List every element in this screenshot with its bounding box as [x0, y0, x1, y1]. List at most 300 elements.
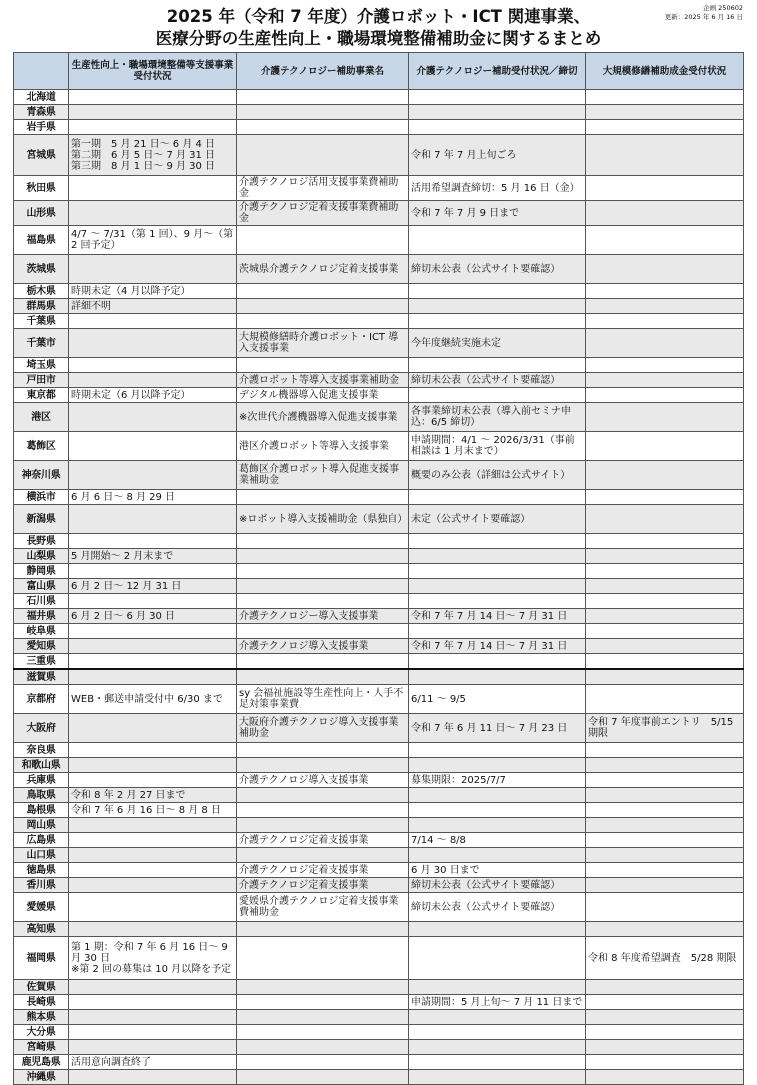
productivity-cell — [69, 654, 237, 670]
productivity-cell: 6 月 2 日〜 6 月 30 日 — [69, 609, 237, 624]
program-name-cell: 茨城県介護テクノロジ定着支援事業 — [237, 255, 409, 284]
renovation-cell — [586, 90, 744, 105]
table-row — [14, 329, 744, 358]
productivity-cell — [69, 403, 237, 432]
pref-cell: 鹿児島県 — [14, 1055, 69, 1070]
program-name-cell — [237, 299, 409, 314]
pref-cell: 愛知県 — [14, 639, 69, 654]
pref-cell: 高知県 — [14, 922, 69, 937]
program-name-cell: 大規模修繕時介護ロボット・ICT 導入支援事業 — [237, 329, 409, 358]
renovation-cell — [586, 669, 744, 685]
deadline-cell — [409, 818, 586, 833]
renovation-cell — [586, 314, 744, 329]
deadline-cell: 令和 7 年 7 月 9 日まで — [409, 201, 586, 226]
program-name-cell — [237, 669, 409, 685]
productivity-cell — [69, 1010, 237, 1025]
productivity-cell — [69, 534, 237, 549]
pref-cell: 宮崎県 — [14, 1040, 69, 1055]
table-row — [14, 714, 744, 743]
program-name-cell — [237, 848, 409, 863]
pref-cell: 熊本県 — [14, 1010, 69, 1025]
productivity-cell — [69, 432, 237, 461]
program-name-cell — [237, 758, 409, 773]
productivity-cell: 4/7 〜 7/31（第 1 回）、9 月〜（第 2 回予定） — [69, 226, 237, 255]
program-name-cell — [237, 284, 409, 299]
table-row — [14, 743, 744, 758]
deadline-cell — [409, 1040, 586, 1055]
table-row — [14, 937, 744, 980]
table-row — [14, 803, 744, 818]
pref-cell: 北海道 — [14, 90, 69, 105]
deadline-cell — [409, 314, 586, 329]
productivity-cell — [69, 461, 237, 490]
pref-cell: 沖縄県 — [14, 1070, 69, 1085]
renovation-cell — [586, 432, 744, 461]
deadline-cell — [409, 564, 586, 579]
program-name-cell — [237, 1025, 409, 1040]
deadline-cell: 申請期間：4/1 〜 2026/3/31（事前相談は 1 月末まで） — [409, 432, 586, 461]
pref-cell: 滋賀県 — [14, 669, 69, 685]
productivity-cell — [69, 201, 237, 226]
table-row — [14, 90, 744, 105]
productivity-cell — [69, 90, 237, 105]
pref-cell: 京都府 — [14, 685, 69, 714]
productivity-cell — [69, 669, 237, 685]
pref-cell: 石川県 — [14, 594, 69, 609]
productivity-cell: 6 月 2 日〜 12 月 31 日 — [69, 579, 237, 594]
renovation-cell — [586, 743, 744, 758]
deadline-cell — [409, 743, 586, 758]
deadline-cell — [409, 788, 586, 803]
program-name-cell — [237, 624, 409, 639]
table-row — [14, 639, 744, 654]
table-row — [14, 226, 744, 255]
table-row — [14, 863, 744, 878]
program-name-cell — [237, 594, 409, 609]
productivity-cell — [69, 120, 237, 135]
table-header-row — [14, 53, 744, 90]
deadline-cell — [409, 758, 586, 773]
pref-cell: 和歌山県 — [14, 758, 69, 773]
deadline-cell — [409, 922, 586, 937]
pref-cell: 長野県 — [14, 534, 69, 549]
program-name-cell — [237, 995, 409, 1010]
renovation-cell — [586, 358, 744, 373]
renovation-cell — [586, 201, 744, 226]
pref-cell: 島根県 — [14, 803, 69, 818]
table-row — [14, 201, 744, 226]
renovation-cell — [586, 105, 744, 120]
program-name-cell — [237, 1010, 409, 1025]
productivity-cell — [69, 1025, 237, 1040]
title-line-2: 医療分野の生産性向上・職場環境整備補助金に関するまとめ — [155, 29, 602, 48]
deadline-cell: 各事業締切未公表（導入前セミナ申込：6/5 締切） — [409, 403, 586, 432]
updated-date: 更新：2025 年 6 月 16 日 — [664, 13, 743, 21]
deadline-cell — [409, 848, 586, 863]
deadline-cell — [409, 284, 586, 299]
pref-cell: 千葉市 — [14, 329, 69, 358]
table-row — [14, 255, 744, 284]
productivity-cell — [69, 893, 237, 922]
table-row — [14, 1055, 744, 1070]
deadline-cell — [409, 534, 586, 549]
productivity-cell — [69, 714, 237, 743]
deadline-cell: 締切未公表（公式サイト要確認） — [409, 878, 586, 893]
subsidy-table — [13, 52, 744, 1085]
renovation-cell — [586, 893, 744, 922]
table-row — [14, 176, 744, 201]
productivity-cell — [69, 358, 237, 373]
deadline-cell: 活用希望調査締切：5 月 16 日（金） — [409, 176, 586, 201]
productivity-cell: 令和 7 年 6 月 16 日〜 8 月 8 日 — [69, 803, 237, 818]
deadline-cell: 令和 7 年 7 月上旬ごろ — [409, 135, 586, 176]
pref-cell: 香川県 — [14, 878, 69, 893]
renovation-cell — [586, 564, 744, 579]
table-row — [14, 284, 744, 299]
pref-cell: 広島県 — [14, 833, 69, 848]
program-name-cell — [237, 105, 409, 120]
table-row — [14, 564, 744, 579]
deadline-cell — [409, 1055, 586, 1070]
pref-cell: 岡山県 — [14, 818, 69, 833]
pref-cell: 葛飾区 — [14, 432, 69, 461]
renovation-cell — [586, 848, 744, 863]
productivity-cell — [69, 758, 237, 773]
productivity-cell — [69, 863, 237, 878]
renovation-cell — [586, 534, 744, 549]
program-name-cell: 介護テクノロジ定着支援事業費補助金 — [237, 201, 409, 226]
pref-cell: 奈良県 — [14, 743, 69, 758]
program-name-cell: 介護ロボット等導入支援事業補助金 — [237, 373, 409, 388]
program-name-cell — [237, 1070, 409, 1085]
productivity-cell — [69, 1070, 237, 1085]
program-name-cell — [237, 980, 409, 995]
pref-cell: 静岡県 — [14, 564, 69, 579]
productivity-cell: WEB・郵送申請受付中 6/30 まで — [69, 685, 237, 714]
deadline-cell: 7/14 〜 8/8 — [409, 833, 586, 848]
productivity-cell: 令和 8 年 2 月 27 日まで — [69, 788, 237, 803]
renovation-cell — [586, 818, 744, 833]
renovation-cell — [586, 594, 744, 609]
productivity-cell — [69, 373, 237, 388]
program-name-cell: ※ロボット導入支援補助金（県独自） — [237, 505, 409, 534]
deadline-cell: 締切未公表（公式サイト要確認） — [409, 373, 586, 388]
deadline-cell — [409, 980, 586, 995]
productivity-cell — [69, 624, 237, 639]
table-row — [14, 505, 744, 534]
program-name-cell — [237, 654, 409, 670]
table-row — [14, 534, 744, 549]
program-name-cell — [237, 226, 409, 255]
table-row — [14, 432, 744, 461]
productivity-cell — [69, 995, 237, 1010]
renovation-cell — [586, 685, 744, 714]
deadline-cell — [409, 579, 586, 594]
program-name-cell — [237, 788, 409, 803]
page-title — [0, 6, 757, 50]
program-name-cell — [237, 803, 409, 818]
renovation-cell — [586, 329, 744, 358]
program-name-cell — [237, 135, 409, 176]
pref-cell: 茨城県 — [14, 255, 69, 284]
program-name-cell: ※次世代介護機器導入促進支援事業 — [237, 403, 409, 432]
table-row — [14, 579, 744, 594]
productivity-cell: 第一期 5 月 21 日〜 6 月 4 日 第二期 6 月 5 日〜 7 月 31 日 第三期 8 月 1 日〜 9 月 30 日 — [69, 135, 237, 176]
deadline-cell — [409, 594, 586, 609]
renovation-cell — [586, 135, 744, 176]
productivity-cell — [69, 1040, 237, 1055]
productivity-cell: 6 月 6 日〜 8 月 29 日 — [69, 490, 237, 505]
productivity-cell: 5 月開始〜 2 月末まで — [69, 549, 237, 564]
table-row — [14, 549, 744, 564]
pref-cell: 福井県 — [14, 609, 69, 624]
deadline-cell: 申請期間：5 月上旬〜 7 月 11 日まで — [409, 995, 586, 1010]
pref-cell: 神奈川県 — [14, 461, 69, 490]
table-row — [14, 403, 744, 432]
renovation-cell: 令和 7 年度事前エントリ 5/15 期限 — [586, 714, 744, 743]
pref-cell: 栃木県 — [14, 284, 69, 299]
pref-cell: 新潟県 — [14, 505, 69, 534]
pref-cell: 徳島県 — [14, 863, 69, 878]
renovation-cell — [586, 863, 744, 878]
deadline-cell: 今年度継続実施未定 — [409, 329, 586, 358]
pref-cell: 富山県 — [14, 579, 69, 594]
program-name-cell: 介護テクノロジ定着支援事業 — [237, 878, 409, 893]
table-row — [14, 314, 744, 329]
pref-cell: 岐阜県 — [14, 624, 69, 639]
program-name-cell: 介護テクノロジ定着支援事業 — [237, 863, 409, 878]
pref-cell: 戸田市 — [14, 373, 69, 388]
productivity-cell — [69, 773, 237, 788]
table-row — [14, 995, 744, 1010]
table-row — [14, 135, 744, 176]
table-row — [14, 878, 744, 893]
productivity-cell — [69, 176, 237, 201]
program-name-cell: 介護テクノロジ定着支援事業 — [237, 833, 409, 848]
productivity-cell — [69, 564, 237, 579]
deadline-cell — [409, 654, 586, 670]
pref-cell: 福島県 — [14, 226, 69, 255]
program-name-cell — [237, 490, 409, 505]
deadline-cell: 6/11 〜 9/5 — [409, 685, 586, 714]
productivity-cell — [69, 818, 237, 833]
deadline-cell: 6 月 30 日まで — [409, 863, 586, 878]
renovation-cell — [586, 505, 744, 534]
productivity-cell — [69, 743, 237, 758]
deadline-cell — [409, 549, 586, 564]
productivity-cell — [69, 105, 237, 120]
renovation-cell — [586, 461, 744, 490]
table-row — [14, 788, 744, 803]
deadline-cell — [409, 669, 586, 685]
renovation-cell — [586, 803, 744, 818]
table-row — [14, 388, 744, 403]
table-row — [14, 893, 744, 922]
pref-cell: 大阪府 — [14, 714, 69, 743]
deadline-cell — [409, 105, 586, 120]
table-row — [14, 818, 744, 833]
table-row — [14, 120, 744, 135]
deadline-cell — [409, 1025, 586, 1040]
deadline-cell: 令和 7 年 7 月 14 日〜 7 月 31 日 — [409, 639, 586, 654]
program-name-cell — [237, 358, 409, 373]
program-name-cell — [237, 1055, 409, 1070]
productivity-cell: 第 1 期：令和 7 年 6 月 16 日〜 9 月 30 日 ※第 2 回の募集は 10 月以降を予定 — [69, 937, 237, 980]
productivity-cell — [69, 922, 237, 937]
program-name-cell — [237, 937, 409, 980]
renovation-cell — [586, 833, 744, 848]
program-name-cell: 介護テクノロジ導入支援事業 — [237, 773, 409, 788]
program-name-cell: 港区介護ロボット等導入支援事業 — [237, 432, 409, 461]
pref-cell: 福岡県 — [14, 937, 69, 980]
table-row — [14, 669, 744, 685]
renovation-cell — [586, 624, 744, 639]
table-row — [14, 654, 744, 670]
program-name-cell: デジタル機器導入促進支援事業 — [237, 388, 409, 403]
deadline-cell — [409, 120, 586, 135]
deadline-cell: 未定（公式サイト要確認） — [409, 505, 586, 534]
program-name-cell — [237, 314, 409, 329]
table-row — [14, 848, 744, 863]
deadline-cell — [409, 937, 586, 980]
doc-code: 企画 250602 — [703, 4, 743, 12]
renovation-cell — [586, 1055, 744, 1070]
deadline-cell: 締切未公表（公式サイト要確認） — [409, 893, 586, 922]
table-row — [14, 1010, 744, 1025]
program-name-cell — [237, 818, 409, 833]
renovation-cell — [586, 1010, 744, 1025]
program-name-cell — [237, 579, 409, 594]
table-row — [14, 758, 744, 773]
productivity-cell — [69, 594, 237, 609]
table-row — [14, 833, 744, 848]
pref-cell: 群馬県 — [14, 299, 69, 314]
renovation-cell — [586, 373, 744, 388]
pref-cell: 長崎県 — [14, 995, 69, 1010]
pref-cell: 三重県 — [14, 654, 69, 670]
renovation-cell — [586, 878, 744, 893]
program-name-cell: 介護テクノロジ導入支援事業 — [237, 639, 409, 654]
program-name-cell — [237, 534, 409, 549]
pref-cell: 佐賀県 — [14, 980, 69, 995]
program-name-cell: sy 会福祉施設等生産性向上・人手不足対策事業費 — [237, 685, 409, 714]
renovation-cell — [586, 654, 744, 670]
renovation-cell — [586, 773, 744, 788]
renovation-cell — [586, 1070, 744, 1085]
renovation-cell — [586, 995, 744, 1010]
productivity-cell — [69, 980, 237, 995]
program-name-cell: 介護テクノロジ活用支援事業費補助金 — [237, 176, 409, 201]
deadline-cell — [409, 90, 586, 105]
deadline-cell — [409, 1010, 586, 1025]
productivity-cell: 活用意向調査終了 — [69, 1055, 237, 1070]
col-header-renovation: 大規模修繕補助成金受付状況 — [586, 53, 744, 90]
deadline-cell: 概要のみ公表（詳細は公式サイト） — [409, 461, 586, 490]
renovation-cell — [586, 1040, 744, 1055]
program-name-cell: 介護テクノロジー導入支援事業 — [237, 609, 409, 624]
table-row — [14, 773, 744, 788]
renovation-cell — [586, 549, 744, 564]
renovation-cell — [586, 284, 744, 299]
productivity-cell — [69, 848, 237, 863]
program-name-cell — [237, 743, 409, 758]
table-row — [14, 980, 744, 995]
pref-cell: 宮城県 — [14, 135, 69, 176]
deadline-cell: 募集期限：2025/7/7 — [409, 773, 586, 788]
table-row — [14, 358, 744, 373]
program-name-cell: 葛飾区介護ロボット導入促進支援事業補助金 — [237, 461, 409, 490]
table-row — [14, 609, 744, 624]
productivity-cell — [69, 878, 237, 893]
pref-cell: 大分県 — [14, 1025, 69, 1040]
deadline-cell — [409, 490, 586, 505]
renovation-cell — [586, 609, 744, 624]
renovation-cell — [586, 255, 744, 284]
pref-cell: 兵庫県 — [14, 773, 69, 788]
col-header-productivity: 生産性向上・職場環境整備等支援事業受付状況 — [69, 53, 237, 90]
deadline-cell — [409, 1070, 586, 1085]
deadline-cell — [409, 358, 586, 373]
renovation-cell — [586, 758, 744, 773]
renovation-cell — [586, 639, 744, 654]
pref-cell: 山形県 — [14, 201, 69, 226]
deadline-cell: 締切未公表（公式サイト要確認） — [409, 255, 586, 284]
program-name-cell: 大阪府介護テクノロジ導入支援事業補助金 — [237, 714, 409, 743]
table-row — [14, 299, 744, 314]
program-name-cell — [237, 90, 409, 105]
pref-cell: 横浜市 — [14, 490, 69, 505]
productivity-cell: 時期未定（6 月以降予定） — [69, 388, 237, 403]
productivity-cell — [69, 329, 237, 358]
pref-cell: 鳥取県 — [14, 788, 69, 803]
deadline-cell: 令和 7 年 6 月 11 日〜 7 月 23 日 — [409, 714, 586, 743]
program-name-cell — [237, 549, 409, 564]
renovation-cell — [586, 788, 744, 803]
table-row — [14, 1070, 744, 1085]
table-row — [14, 685, 744, 714]
deadline-cell — [409, 299, 586, 314]
renovation-cell — [586, 120, 744, 135]
deadline-cell — [409, 624, 586, 639]
table-row — [14, 105, 744, 120]
table-row — [14, 1025, 744, 1040]
pref-cell: 青森県 — [14, 105, 69, 120]
productivity-cell — [69, 505, 237, 534]
table-row — [14, 1040, 744, 1055]
pref-cell: 愛媛県 — [14, 893, 69, 922]
program-name-cell — [237, 564, 409, 579]
productivity-cell: 詳細不明 — [69, 299, 237, 314]
renovation-cell — [586, 226, 744, 255]
title-line-1: 2025 年（令和 7 年度）介護ロボット・ICT 関連事業、 — [166, 7, 591, 26]
table-row — [14, 490, 744, 505]
renovation-cell — [586, 299, 744, 314]
renovation-cell: 令和 8 年度希望調査 5/28 期限 — [586, 937, 744, 980]
table-row — [14, 373, 744, 388]
deadline-cell: 令和 7 年 7 月 14 日〜 7 月 31 日 — [409, 609, 586, 624]
renovation-cell — [586, 490, 744, 505]
col-header-deadline: 介護テクノロジー補助受付状況／締切 — [409, 53, 586, 90]
renovation-cell — [586, 1025, 744, 1040]
program-name-cell — [237, 1040, 409, 1055]
program-name-cell — [237, 120, 409, 135]
table-row — [14, 922, 744, 937]
productivity-cell — [69, 255, 237, 284]
pref-cell: 秋田県 — [14, 176, 69, 201]
pref-cell: 山口県 — [14, 848, 69, 863]
renovation-cell — [586, 403, 744, 432]
productivity-cell — [69, 314, 237, 329]
